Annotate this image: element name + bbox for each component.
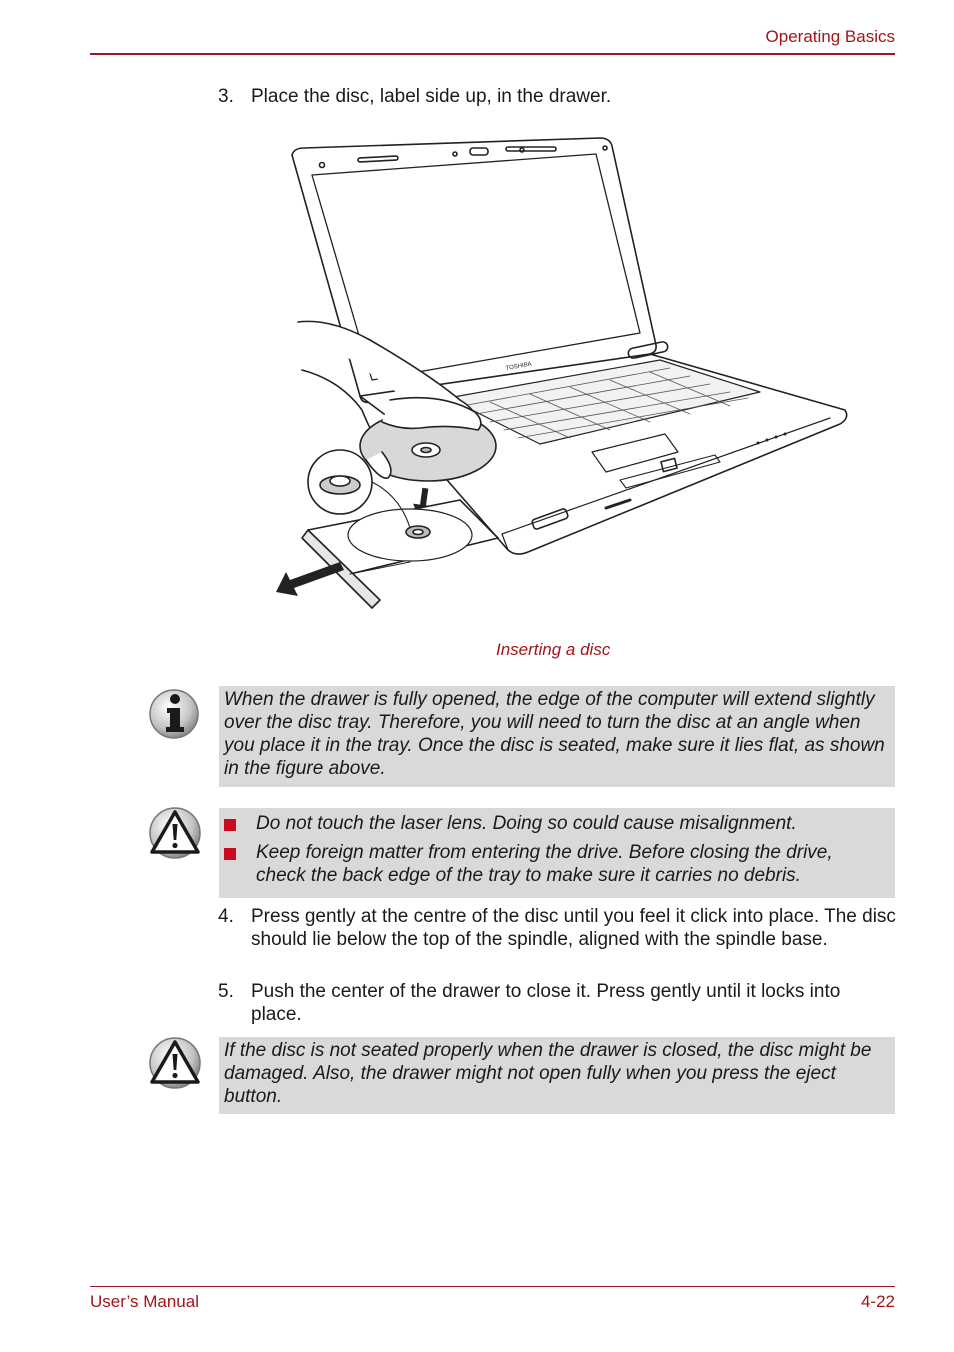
page-number: 4-22 [860, 1292, 895, 1311]
warning-item-text: Keep foreign matter from entering the drive. Before closing the drive, check the back edge of the tray to make sure it carries no debris. [256, 842, 833, 886]
warning-icon [148, 806, 202, 860]
list-item [219, 841, 877, 887]
info-note [219, 686, 895, 787]
warning-item-text: Do not touch the laser lens. Doing so could cause misalignment. [256, 813, 797, 834]
warning-note-2 [219, 1037, 895, 1114]
step-3-text: Place the disc, label side up, in the drawer. [251, 86, 612, 107]
bullet-square [224, 819, 236, 831]
warning-note-2-text: If the disc is not seated properly when the drawer is closed, the disc might be damaged. Also, the drawer might not open fully when you press the eject button. [224, 1040, 872, 1107]
header-rule [90, 53, 895, 55]
step-3-number: 3. [218, 86, 234, 107]
step-5-text: Push the center of the drawer to close it. Press gently until it locks into place. [251, 981, 841, 1025]
step-4-number: 4. [218, 906, 234, 927]
warning-icon [148, 1036, 202, 1090]
laptop-disc-illustration [270, 130, 860, 615]
brand-logo: TOSHIBA [505, 361, 533, 372]
step-5-number: 5. [218, 981, 234, 1002]
list-item [219, 812, 877, 835]
step-4-text: Press gently at the centre of the disc until you feel it click into place. The disc should lie below the top of the spindle, aligned with the spindle base. [251, 906, 896, 950]
running-header: Operating Basics [765, 27, 895, 46]
info-note-text: When the drawer is fully opened, the edge of the computer will extend slightly over the disc tray. Therefore, you will need to turn the disc at an angle when you place it in the tray. Once the disc is seated, make sure it lies flat, as shown in the figure above. [224, 689, 885, 779]
footer-rule [90, 1286, 895, 1287]
figure-caption: Inserting a disc [496, 640, 611, 659]
footer-manual-title: User’s Manual [90, 1292, 199, 1311]
warning-note-1 [219, 808, 895, 898]
bullet-square [224, 848, 236, 860]
info-icon [148, 688, 200, 740]
